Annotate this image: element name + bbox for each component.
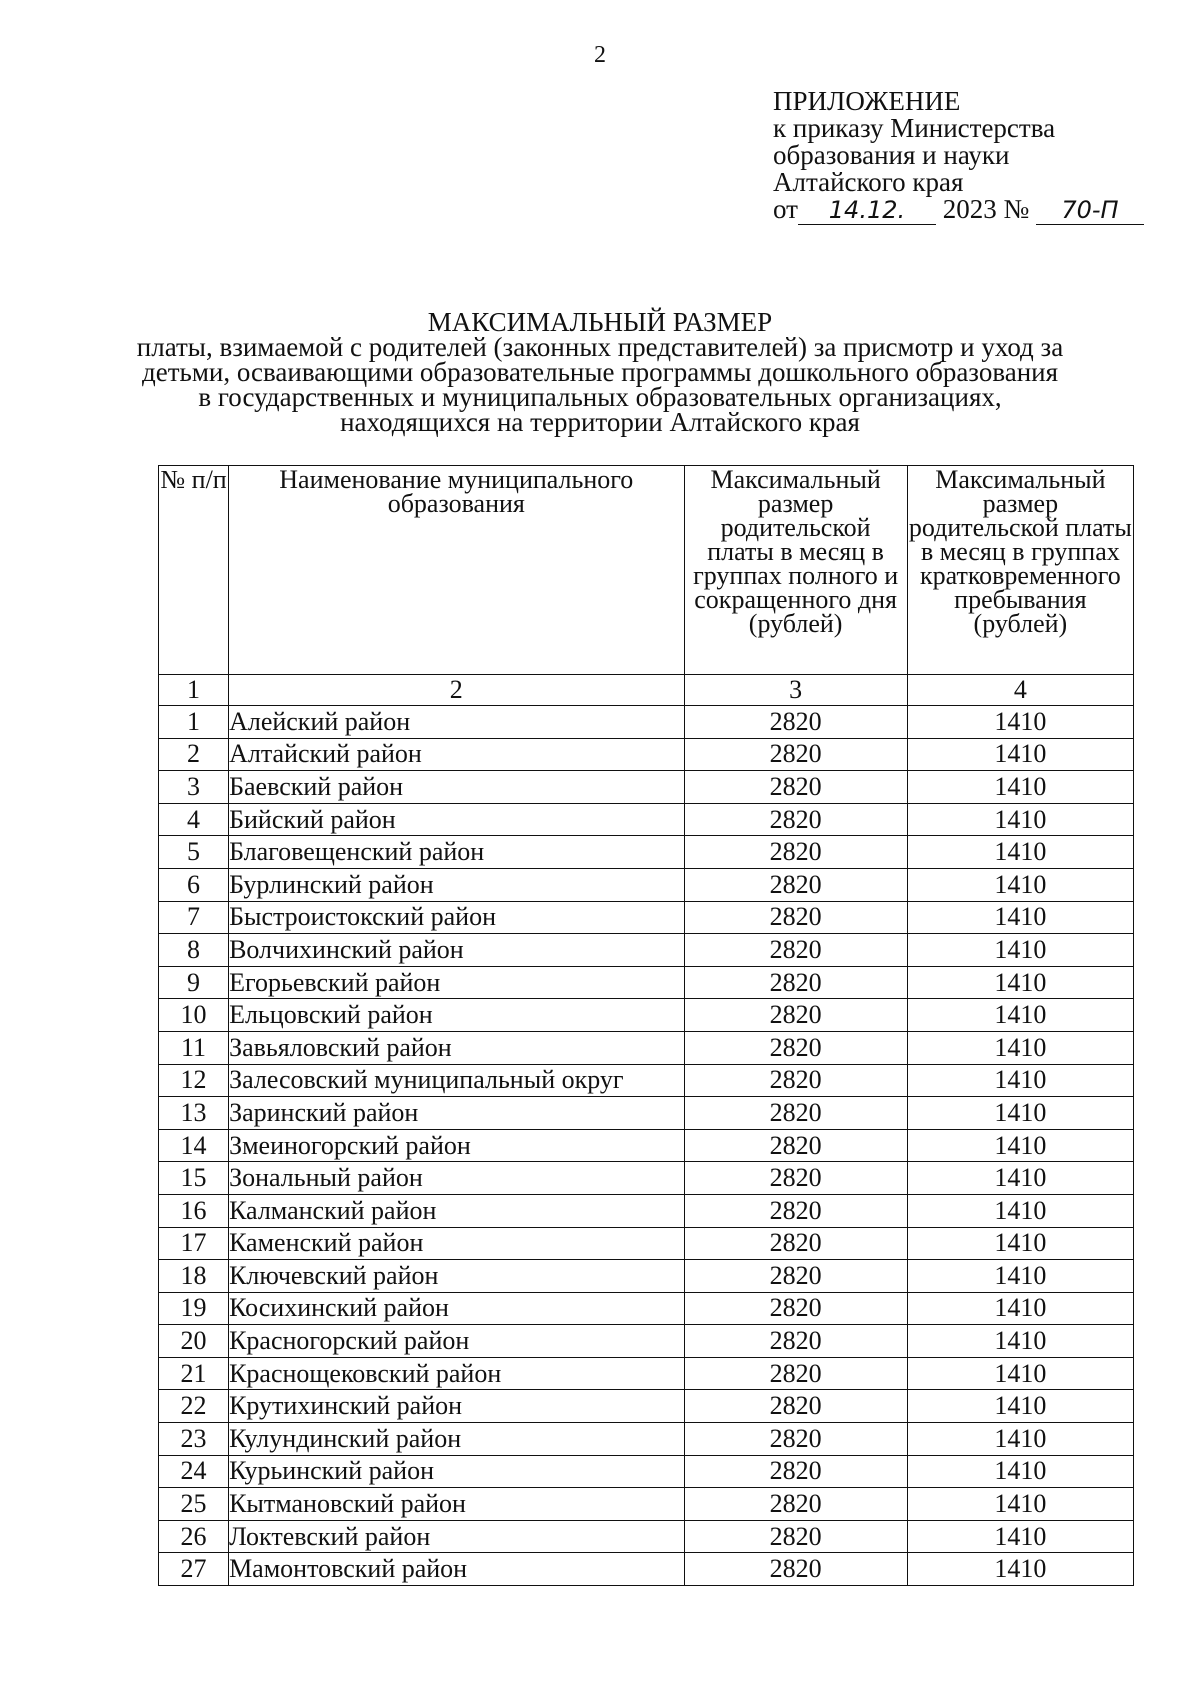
full-day-fee: 2820 [684,1162,907,1195]
row-number: 4 [159,803,229,836]
municipality-name: Крутихинский район [229,1390,684,1423]
municipality-name: Кулундинский район [229,1423,684,1456]
column-number: 4 [907,675,1133,706]
table-row [159,1227,1134,1260]
full-day-fee: 2820 [684,1455,907,1488]
row-number: 7 [159,901,229,934]
short-stay-fee: 1410 [907,1194,1133,1227]
row-number: 10 [159,999,229,1032]
row-number: 20 [159,1325,229,1358]
row-number: 12 [159,1064,229,1097]
row-number: 24 [159,1455,229,1488]
municipality-name: Алейский район [229,706,684,739]
row-number: 2 [159,738,229,771]
title-line: в государственных и муниципальных образовательных организациях, [198,382,1002,412]
row-number: 21 [159,1357,229,1390]
short-stay-fee: 1410 [907,836,1133,869]
short-stay-fee: 1410 [907,868,1133,901]
municipality-name: Калманский район [229,1194,684,1227]
short-stay-fee: 1410 [907,1097,1133,1130]
full-day-fee: 2820 [684,1129,907,1162]
row-number: 17 [159,1227,229,1260]
table-row [159,901,1134,934]
full-day-fee: 2820 [684,706,907,739]
full-day-fee: 2820 [684,1390,907,1423]
order-year: 2023 № [942,194,1030,224]
table-row [159,738,1134,771]
short-stay-fee: 1410 [907,1390,1133,1423]
full-day-fee: 2820 [684,901,907,934]
short-stay-fee: 1410 [907,1455,1133,1488]
table-row [159,803,1134,836]
short-stay-fee: 1410 [907,771,1133,804]
short-stay-fee: 1410 [907,1488,1133,1521]
short-stay-fee: 1410 [907,803,1133,836]
table-row [159,868,1134,901]
short-stay-fee: 1410 [907,1260,1133,1293]
full-day-fee: 2820 [684,1325,907,1358]
municipality-name: Кытмановский район [229,1488,684,1521]
short-stay-fee: 1410 [907,1064,1133,1097]
column-number: 3 [684,675,907,706]
municipality-name: Алтайский район [229,738,684,771]
municipality-name: Косихинский район [229,1292,684,1325]
short-stay-fee: 1410 [907,934,1133,967]
municipality-name: Ключевский район [229,1260,684,1293]
column-number: 2 [229,675,684,706]
table-row [159,1129,1134,1162]
row-number: 27 [159,1553,229,1586]
municipality-name: Завьяловский район [229,1031,684,1064]
header-short-stay-fee: Максимальный размер родительской платы в месяц в группах кратковременного пребывания (рублей) [907,466,1133,675]
short-stay-fee: 1410 [907,738,1133,771]
column-number: 1 [159,675,229,706]
table-row [159,1162,1134,1195]
table-row [159,1455,1134,1488]
order-date-number-line [773,196,1144,225]
municipality-name: Быстроистокский район [229,901,684,934]
table-row [159,999,1134,1032]
header-municipality: Наименование муниципального образования [229,466,684,675]
document-title [0,307,1200,437]
short-stay-fee: 1410 [907,901,1133,934]
municipality-name: Змеиногорский район [229,1129,684,1162]
title-line: детьми, осваивающими образовательные программы дошкольного образования [141,357,1059,387]
row-number: 13 [159,1097,229,1130]
full-day-fee: 2820 [684,1553,907,1586]
row-number: 15 [159,1162,229,1195]
appendix-line: образования и науки [773,140,1010,170]
full-day-fee: 2820 [684,1031,907,1064]
page-number: 2 [594,42,606,68]
municipality-name: Красногорский район [229,1325,684,1358]
short-stay-fee: 1410 [907,1520,1133,1553]
full-day-fee: 2820 [684,1097,907,1130]
table-row [159,706,1134,739]
row-number: 16 [159,1194,229,1227]
short-stay-fee: 1410 [907,1423,1133,1456]
row-number: 5 [159,836,229,869]
full-day-fee: 2820 [684,803,907,836]
municipality-name: Курьинский район [229,1455,684,1488]
municipality-name: Мамонтовский район [229,1553,684,1586]
row-number: 26 [159,1520,229,1553]
municipality-name: Краснощековский район [229,1357,684,1390]
title-line: платы, взимаемой с родителей (законных представителей) за присмотр и уход за [136,332,1064,362]
municipality-name: Зональный район [229,1162,684,1195]
municipality-name: Волчихинский район [229,934,684,967]
fees-table [158,465,1134,1586]
row-number: 8 [159,934,229,967]
table-row [159,836,1134,869]
header-number: № п/п [159,466,229,675]
table-row [159,1520,1134,1553]
row-number: 9 [159,966,229,999]
municipality-name: Бийский район [229,803,684,836]
short-stay-fee: 1410 [907,999,1133,1032]
full-day-fee: 2820 [684,836,907,869]
full-day-fee: 2820 [684,771,907,804]
row-number: 23 [159,1423,229,1456]
short-stay-fee: 1410 [907,1227,1133,1260]
short-stay-fee: 1410 [907,1129,1133,1162]
full-day-fee: 2820 [684,1260,907,1293]
row-number: 11 [159,1031,229,1064]
row-number: 14 [159,1129,229,1162]
appendix-heading: ПРИЛОЖЕНИЕ [773,86,961,116]
municipality-name: Локтевский район [229,1520,684,1553]
table-row [159,1553,1134,1586]
table-row [159,1064,1134,1097]
short-stay-fee: 1410 [907,1292,1133,1325]
municipality-name: Заринский район [229,1097,684,1130]
row-number: 22 [159,1390,229,1423]
table-row [159,1390,1134,1423]
table-row [159,1031,1134,1064]
handwritten-order-number: 70-П [1036,197,1144,225]
short-stay-fee: 1410 [907,1162,1133,1195]
table-row [159,934,1134,967]
row-number: 25 [159,1488,229,1521]
row-number: 18 [159,1260,229,1293]
municipality-name: Каменский район [229,1227,684,1260]
header-full-day-fee: Максимальный размер родительской платы в месяц в группах полного и сокращенного дня (рублей) [684,466,907,675]
table-row [159,771,1134,804]
table-row [159,1260,1134,1293]
appendix-line: Алтайского края [773,167,964,197]
municipality-name: Егорьевский район [229,966,684,999]
title-main: МАКСИМАЛЬНЫЙ РАЗМЕР [427,307,773,337]
short-stay-fee: 1410 [907,706,1133,739]
appendix-line: к приказу Министерства [773,113,1056,143]
table-row [159,1357,1134,1390]
municipality-name: Залесовский муниципальный округ [229,1064,684,1097]
table-row [159,1194,1134,1227]
full-day-fee: 2820 [684,934,907,967]
full-day-fee: 2820 [684,1292,907,1325]
full-day-fee: 2820 [684,999,907,1032]
table-row [159,1097,1134,1130]
full-day-fee: 2820 [684,1357,907,1390]
full-day-fee: 2820 [684,868,907,901]
table-row [159,966,1134,999]
title-line: находящихся на территории Алтайского края [340,407,860,437]
appendix-block [773,88,1144,225]
row-number: 19 [159,1292,229,1325]
short-stay-fee: 1410 [907,1325,1133,1358]
municipality-name: Бурлинский район [229,868,684,901]
table-row [159,1325,1134,1358]
handwritten-date: 14.12. [798,197,936,225]
full-day-fee: 2820 [684,1423,907,1456]
full-day-fee: 2820 [684,1227,907,1260]
row-number: 3 [159,771,229,804]
full-day-fee: 2820 [684,1064,907,1097]
date-prefix: от [773,194,798,224]
table-row [159,1488,1134,1521]
full-day-fee: 2820 [684,1194,907,1227]
full-day-fee: 2820 [684,966,907,999]
table-row [159,1292,1134,1325]
full-day-fee: 2820 [684,1520,907,1553]
row-number: 1 [159,706,229,739]
table-header-row [159,466,1134,675]
short-stay-fee: 1410 [907,1553,1133,1586]
municipality-name: Благовещенский район [229,836,684,869]
municipality-name: Баевский район [229,771,684,804]
full-day-fee: 2820 [684,1488,907,1521]
row-number: 6 [159,868,229,901]
column-number-row [159,675,1134,706]
municipality-name: Ельцовский район [229,999,684,1032]
short-stay-fee: 1410 [907,1357,1133,1390]
full-day-fee: 2820 [684,738,907,771]
short-stay-fee: 1410 [907,1031,1133,1064]
table-row [159,1423,1134,1456]
short-stay-fee: 1410 [907,966,1133,999]
